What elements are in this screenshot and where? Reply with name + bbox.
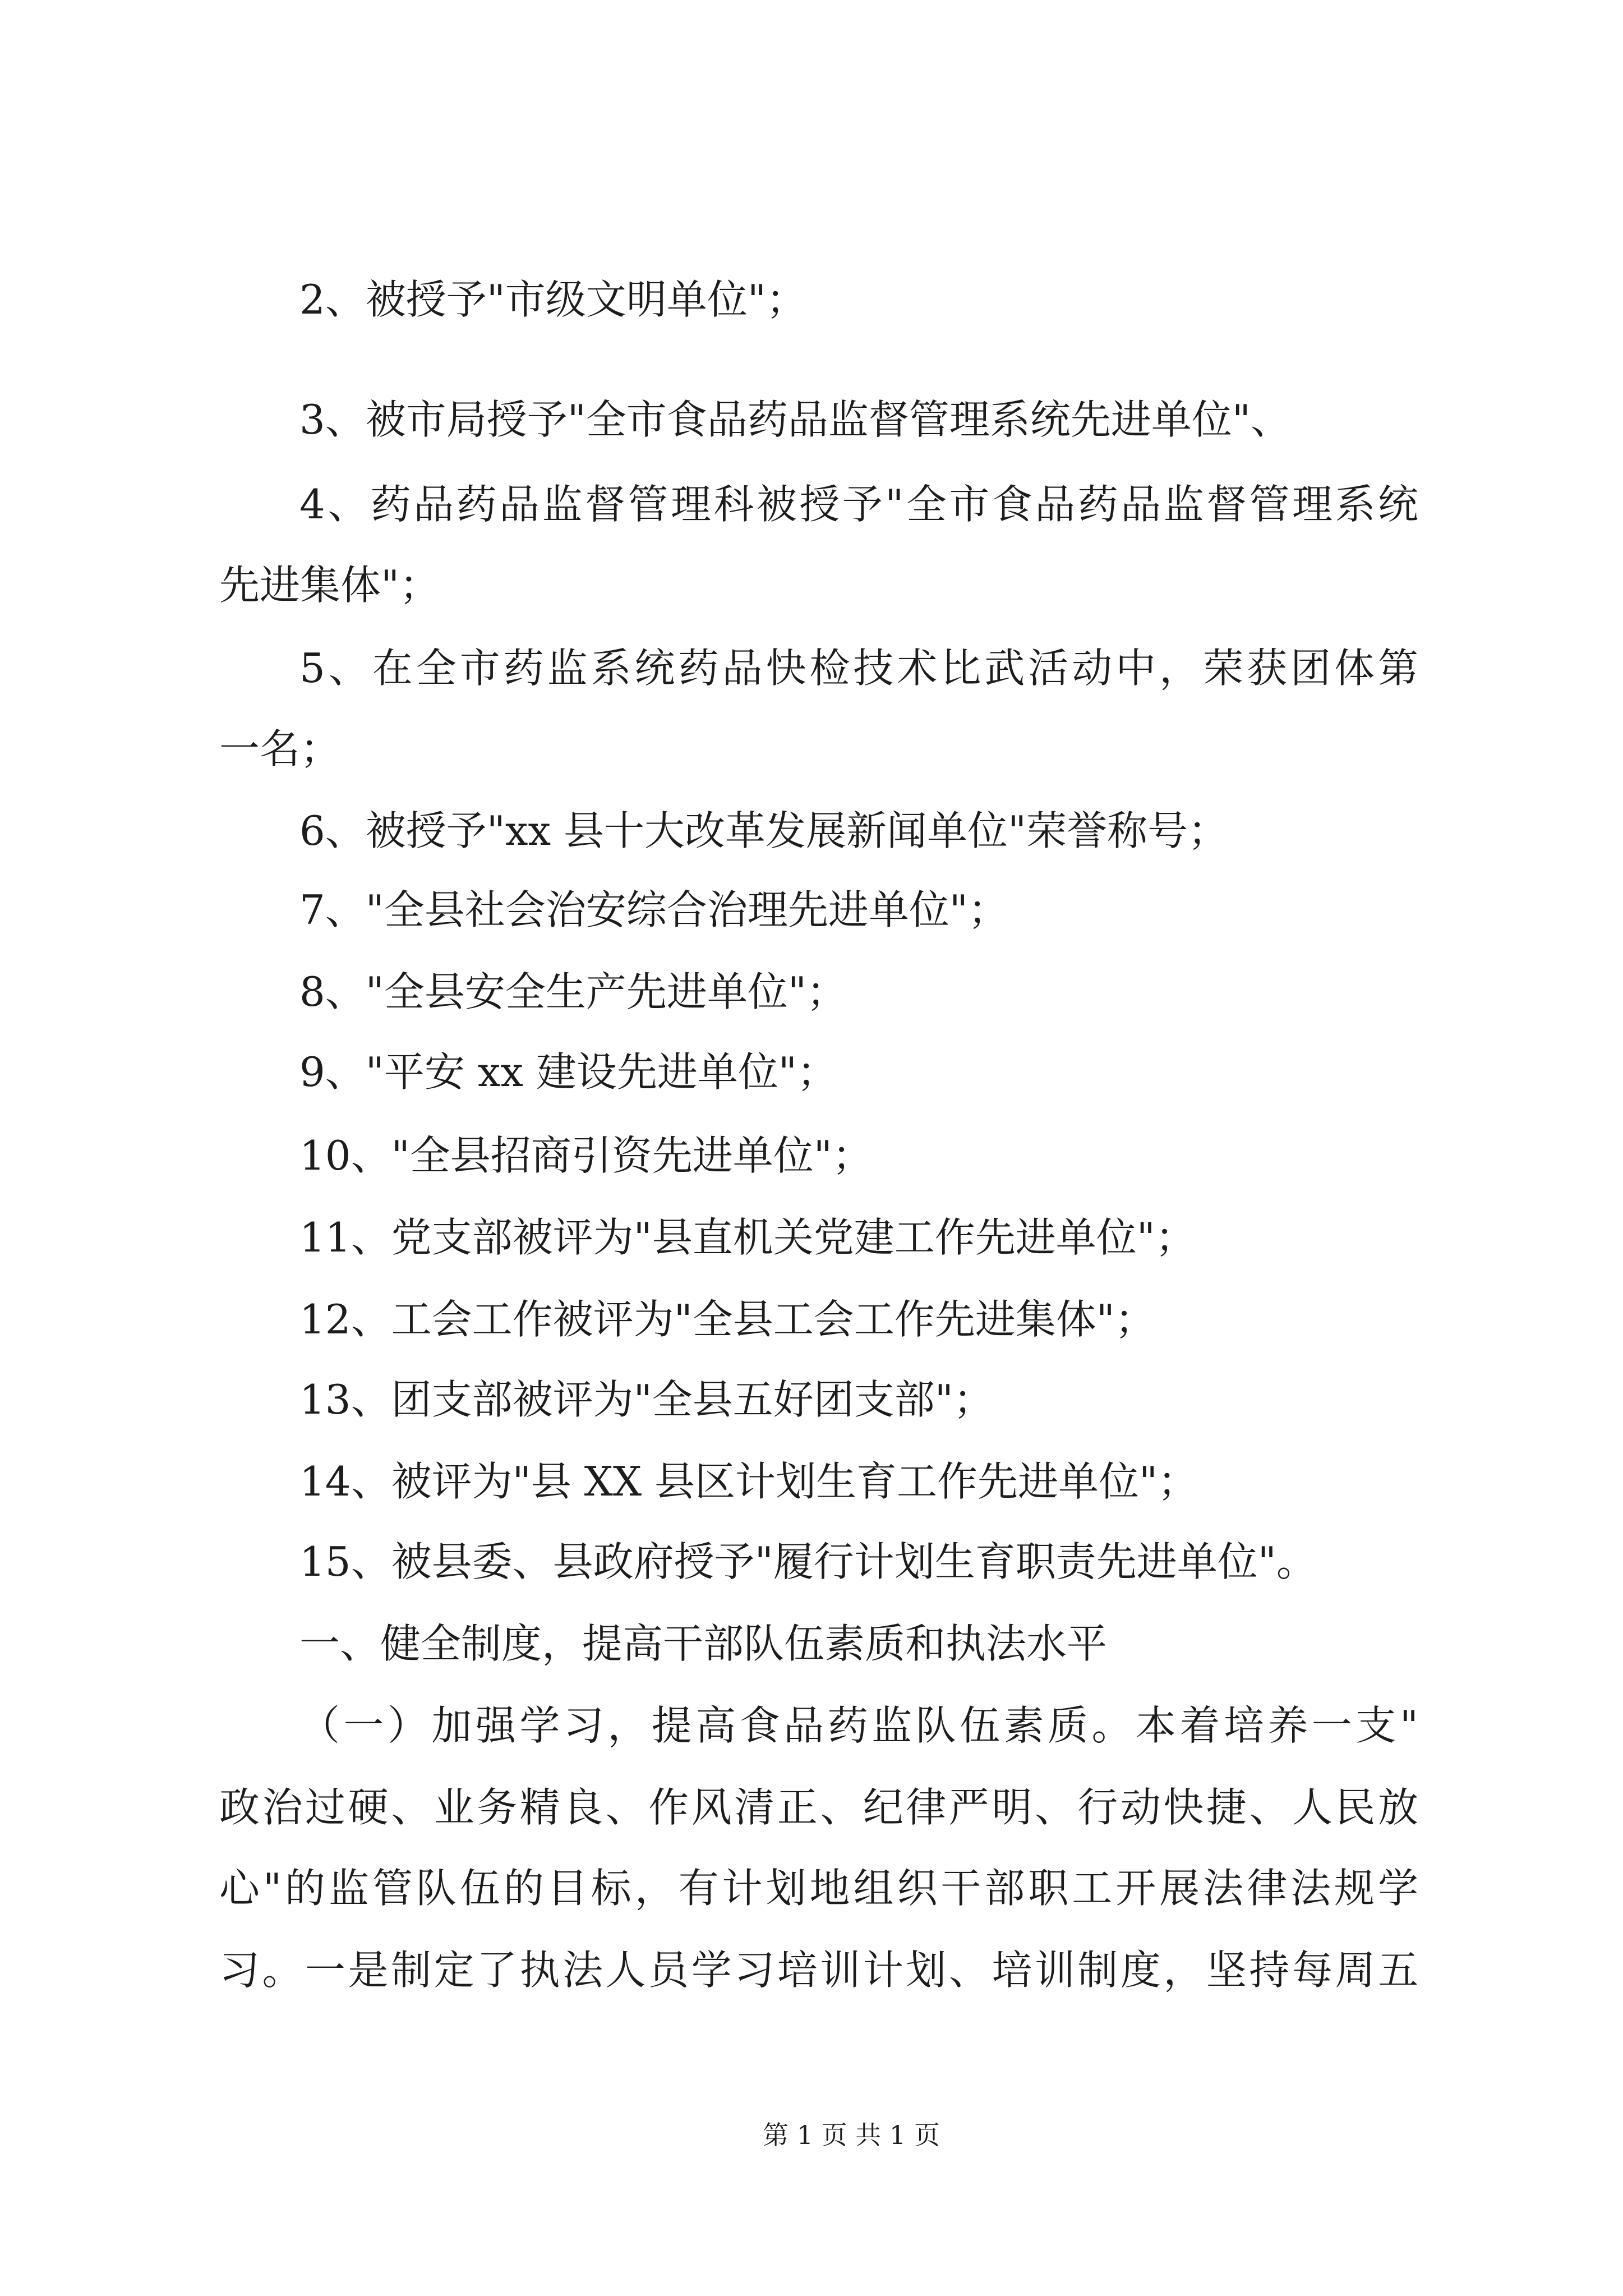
text-line: 8、"全县安全生产先进单位"； [299, 968, 847, 1015]
text-line: 2、被授予"市级文明单位"； [299, 276, 807, 323]
text-line: 政治过硬、业务精良、作风清正、纪律严明、行动快捷、人民放 [219, 1784, 1418, 1831]
text-line: 11、党支部被评为"县直机关党建工作先进单位"； [299, 1214, 1196, 1261]
text-line: 3、被市局授予"全市食品药品监督管理系统先进单位"、 [299, 396, 1292, 443]
text-line: （一）加强学习，提高食品药监队伍素质。本着培养一支" [299, 1702, 1418, 1749]
text-line: 一名； [219, 725, 341, 772]
text-line: 5、在全市药监系统药品快检技术比武活动中，荣获团体第 [299, 645, 1418, 692]
text-line: 12、工会工作被评为"全县工会工作先进集体"； [299, 1296, 1155, 1343]
text-line: 10、"全县招商引资先进单位"； [299, 1132, 873, 1179]
section-heading: 一、健全制度，提高干部队伍素质和执法水平 [299, 1620, 1108, 1667]
text-line: 先进集体"； [219, 562, 440, 609]
page-footer: 第 1 页 共 1 页 [763, 2120, 940, 2150]
text-line: 6、被授予"xx 县十大改革发展新闻单位"荣誉称号； [299, 807, 1229, 854]
text-line: 习。一是制定了执法人员学习培训计划、培训制度，坚持每周五 [219, 1947, 1418, 1994]
text-line: 7、"全县社会治安综合治理先进单位"； [299, 886, 1009, 933]
text-line: 15、被县委、县政府授予"履行计划生育职责先进单位"。 [299, 1538, 1317, 1585]
text-line: 14、被评为"县 XX 县区计划生育工作先进单位"； [299, 1458, 1198, 1505]
text-line: 13、团支部被评为"全县五好团支部"； [299, 1376, 994, 1423]
text-line: 4、药品药品监督管理科被授予"全市食品药品监督管理系统 [299, 481, 1418, 528]
text-line: 心"的监管队伍的目标，有计划地组织干部职工开展法律法规学 [219, 1865, 1418, 1912]
text-line: 9、"平安 xx 建设先进单位"； [299, 1048, 838, 1096]
